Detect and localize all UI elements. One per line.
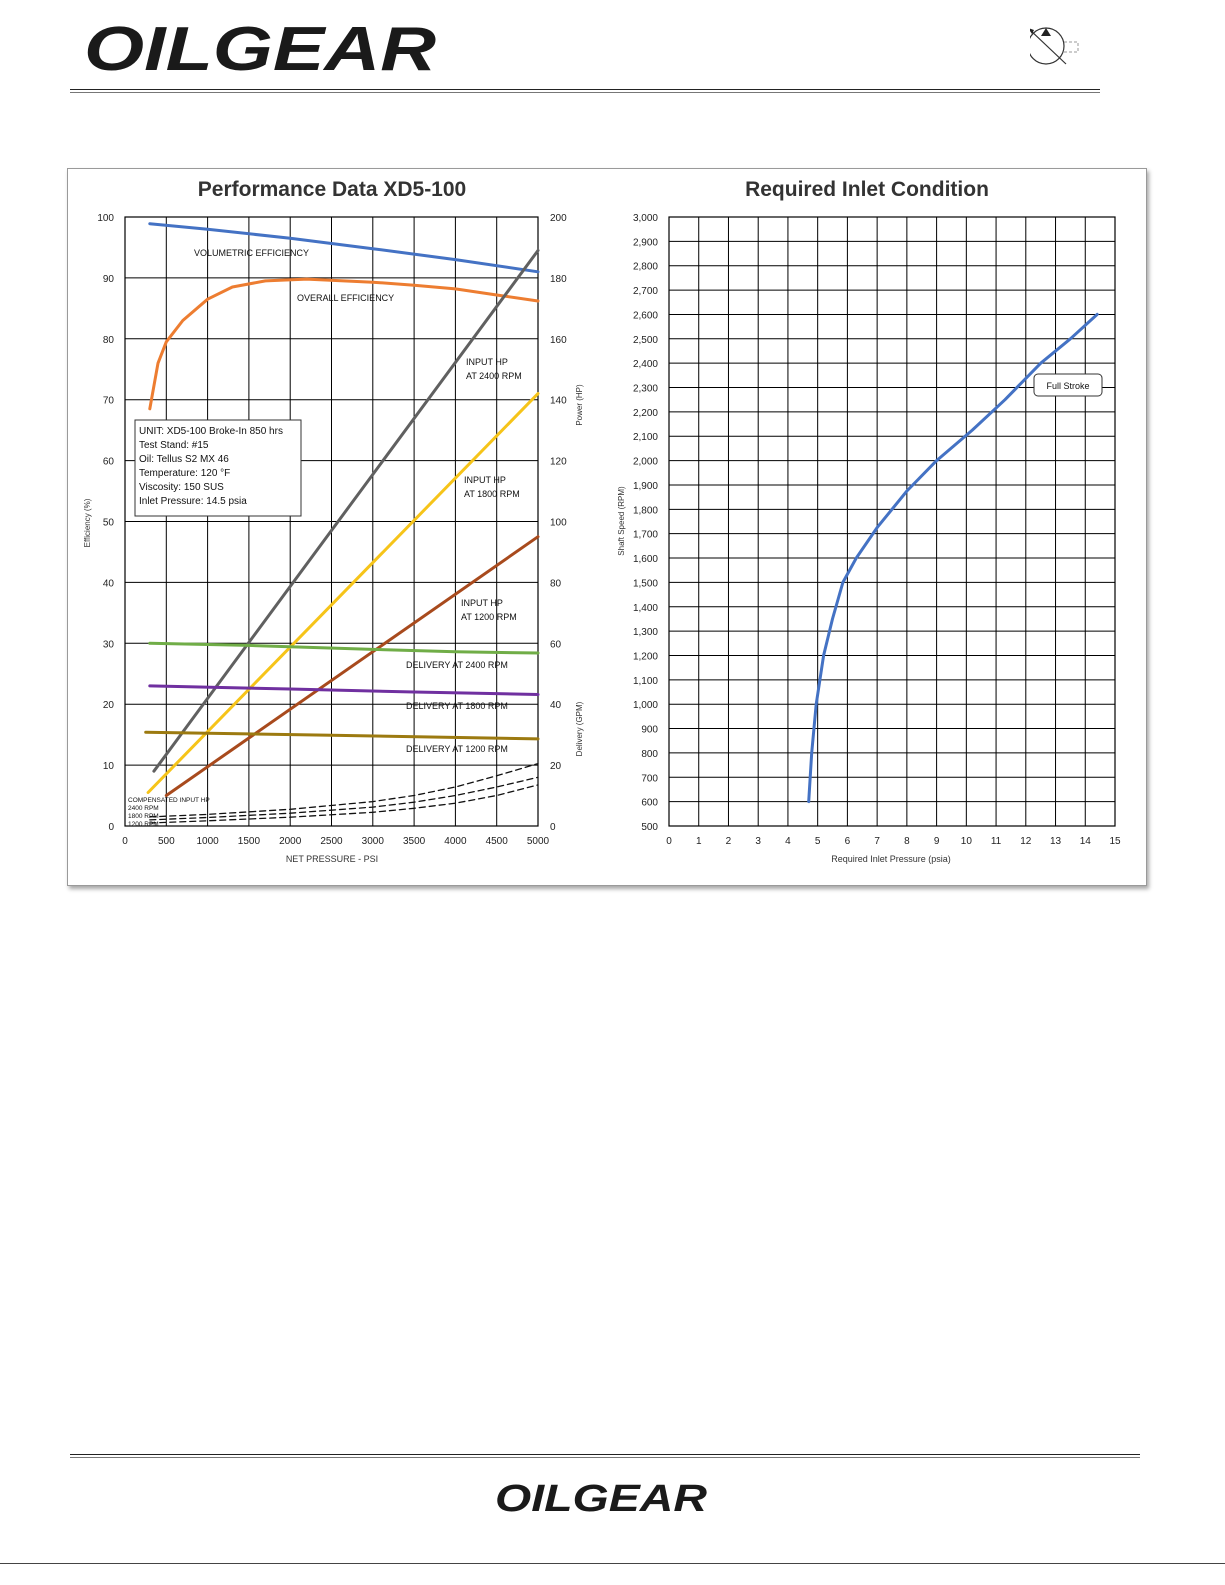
full-stroke-label: Full Stroke (1046, 381, 1090, 391)
chart2-y-tick: 2,400 (632, 359, 658, 371)
chart2-y-tick: 800 (641, 748, 658, 760)
chart2-y-tick: 2,800 (632, 261, 658, 273)
chart2-y-tick: 2,900 (632, 237, 658, 249)
chart1-y-tick-left: 90 (102, 273, 114, 285)
chart2-grid (669, 217, 1115, 826)
info-line: Viscosity: 150 SUS (139, 482, 224, 493)
chart1-y-tick-left: 50 (102, 517, 114, 529)
label-del1800: DELIVERY AT 1800 RPM (406, 701, 508, 711)
chart2-y-tick: 2,300 (632, 383, 658, 395)
chart1-y-tick-right: 20 (550, 761, 562, 773)
chart1-xlabel: NET PRESSURE - PSI (285, 854, 379, 864)
chart2-x-tick: 3 (755, 836, 761, 847)
chart1-x-tick: 2500 (320, 836, 343, 847)
label-vol-eff: VOLUMETRIC EFFICIENCY (194, 248, 310, 258)
chart1-x-tick: 3500 (402, 836, 426, 847)
label-overall-eff: OVERALL EFFICIENCY (297, 293, 395, 303)
chart1-y-tick-right: 160 (550, 334, 567, 346)
oilgear-logo-text: OILGEAR (84, 18, 437, 76)
chart2-y-tick: 2,500 (632, 334, 658, 346)
chart1-x-tick: 3000 (361, 836, 384, 847)
chart2-y-tick: 1,600 (632, 554, 658, 566)
chart1-x-tick: 4500 (485, 836, 508, 847)
chart2-x-tick: 11 (990, 836, 1002, 847)
chart2-y-tick: 1,400 (632, 602, 658, 614)
page-bottom-rule (0, 1563, 1225, 1564)
chart2-title: Required Inlet Condition (745, 178, 989, 201)
chart2-y-tick: 2,000 (632, 456, 658, 468)
chart2-x-tick: 8 (904, 836, 910, 847)
chart2-xlabel: Required Inlet Pressure (psia) (831, 854, 951, 864)
label-hp1800-a: INPUT HP (464, 475, 506, 485)
label-hp1200-b: AT 1200 RPM (461, 612, 517, 622)
label-hp1200-a: INPUT HP (461, 598, 503, 608)
chart2-x-tick: 15 (1109, 836, 1121, 847)
chart1-y-tick-right: 0 (550, 822, 556, 833)
chart2-x-tick: 14 (1079, 836, 1091, 847)
chart2-x-tick: 2 (725, 836, 732, 847)
chart1-y-tick-left: 60 (102, 456, 114, 468)
header-rule-thin (70, 92, 1100, 93)
chart1-x-tick: 1500 (237, 836, 261, 847)
chart1-ylabel-right-bottom: Delivery (GPM) (575, 701, 584, 757)
chart1-y-tick-right: 120 (550, 456, 567, 468)
footer-rule-thin (70, 1457, 1140, 1458)
chart2-y-tick: 1,200 (632, 651, 658, 663)
chart2-x-tick: 0 (666, 836, 672, 847)
label-comp-1800: 1800 RPM (128, 813, 159, 820)
chart2-x-tick: 9 (933, 836, 940, 847)
chart1-series (146, 224, 538, 823)
chart2-y-tick: 2,200 (632, 407, 658, 419)
chart1-y-tick-right: 180 (550, 273, 567, 285)
label-comp-2400: 2400 RPM (128, 805, 159, 812)
chart2-x-tick: 4 (785, 836, 791, 847)
chart2-y-tick: 1,900 (632, 480, 658, 492)
header-rule (70, 89, 1100, 90)
pump-symbol-icon (1030, 20, 1090, 70)
chart1-y-tick-left: 40 (102, 578, 114, 590)
chart1-y-tick-right: 80 (550, 578, 562, 590)
chart1-y-tick-right: 100 (550, 517, 567, 529)
chart2-y-tick: 1,800 (632, 505, 658, 517)
chart1-y-tick-left: 80 (102, 334, 114, 346)
full-stroke-callout (1034, 374, 1102, 396)
chart-panel (67, 168, 1147, 886)
chart1-x-tick: 500 (157, 836, 175, 847)
chart2-x-tick: 7 (874, 836, 880, 847)
charts-svg (68, 169, 1146, 885)
chart1-ylabel-left: Efficiency (%) (83, 498, 92, 548)
chart2-y-tick: 600 (641, 797, 658, 809)
chart1-x-tick: 1000 (196, 836, 219, 847)
oilgear-logo (82, 18, 442, 76)
chart2-y-tick: 1,700 (632, 529, 658, 541)
chart2-x-tick: 13 (1049, 836, 1062, 847)
label-comp-1200: 1200 RPM (128, 821, 159, 828)
chart2-x-tick: 12 (1020, 836, 1032, 847)
label-hp2400-b: AT 2400 RPM (466, 371, 522, 381)
chart1-title: Performance Data XD5-100 (197, 178, 467, 201)
chart2-x-tick: 1 (695, 836, 702, 847)
chart1-y-tick-left: 70 (102, 395, 114, 407)
oilgear-footer-logo-text: OILGEAR (495, 1478, 708, 1516)
chart1-y-tick-left: 20 (102, 700, 114, 712)
chart1-y-tick-left: 10 (102, 761, 114, 773)
chart1-y-tick-right: 140 (550, 395, 567, 407)
chart2-y-tick: 2,600 (632, 310, 658, 322)
label-hp2400-a: INPUT HP (466, 357, 508, 367)
label-hp1800-b: AT 1800 RPM (464, 489, 520, 499)
chart1-y-tick-left: 0 (108, 822, 114, 833)
chart1-y-tick-left: 30 (102, 639, 114, 651)
chart2-y-tick: 2,100 (632, 432, 658, 444)
chart1-ylabel-right-top: Power (HP) (575, 384, 584, 426)
chart1-y-tick-right: 40 (550, 700, 562, 712)
info-line: UNIT: XD5-100 Broke-In 850 hrs (139, 426, 283, 437)
chart2-y-tick: 1,500 (632, 578, 658, 590)
chart1-x-tick: 4000 (444, 836, 467, 847)
chart2-y-tick: 900 (641, 724, 658, 736)
info-line: Test Stand: #15 (139, 440, 209, 451)
oilgear-footer-logo (493, 1478, 713, 1516)
chart1-x-tick: 0 (122, 836, 128, 847)
chart2-y-tick: 2,700 (632, 286, 658, 298)
chart2-x-tick: 5 (814, 836, 821, 847)
label-del2400: DELIVERY AT 2400 RPM (406, 660, 508, 670)
chart2-x-tick: 10 (960, 836, 972, 847)
chart1-x-tick: 2000 (279, 836, 302, 847)
chart1-y-tick-right: 60 (550, 639, 562, 651)
info-line: Oil: Tellus S2 MX 46 (139, 454, 229, 465)
chart2-frame (669, 217, 1115, 826)
chart2-y-tick: 1,000 (632, 700, 658, 712)
chart1-x-tick: 5000 (526, 836, 550, 847)
info-line: Temperature: 120 °F (139, 468, 231, 479)
chart2-y-tick: 1,300 (632, 627, 658, 639)
footer-rule (70, 1454, 1140, 1455)
chart2-y-tick: 700 (641, 773, 658, 785)
chart2-ylabel: Shaft Speed (RPM) (617, 486, 626, 556)
chart1-y-tick-right: 200 (550, 213, 567, 224)
info-line: Inlet Pressure: 14.5 psia (139, 496, 247, 507)
chart1-y-tick-left: 100 (97, 213, 114, 224)
chart2-y-tick: 3,000 (632, 213, 658, 224)
chart2-x-tick: 6 (844, 836, 851, 847)
label-comp-title: COMPENSATED INPUT HP (128, 797, 210, 804)
label-del1200: DELIVERY AT 1200 RPM (406, 744, 508, 754)
chart2-y-tick: 1,100 (632, 675, 658, 687)
info-box (135, 420, 301, 516)
chart2-y-tick: 500 (641, 822, 658, 833)
